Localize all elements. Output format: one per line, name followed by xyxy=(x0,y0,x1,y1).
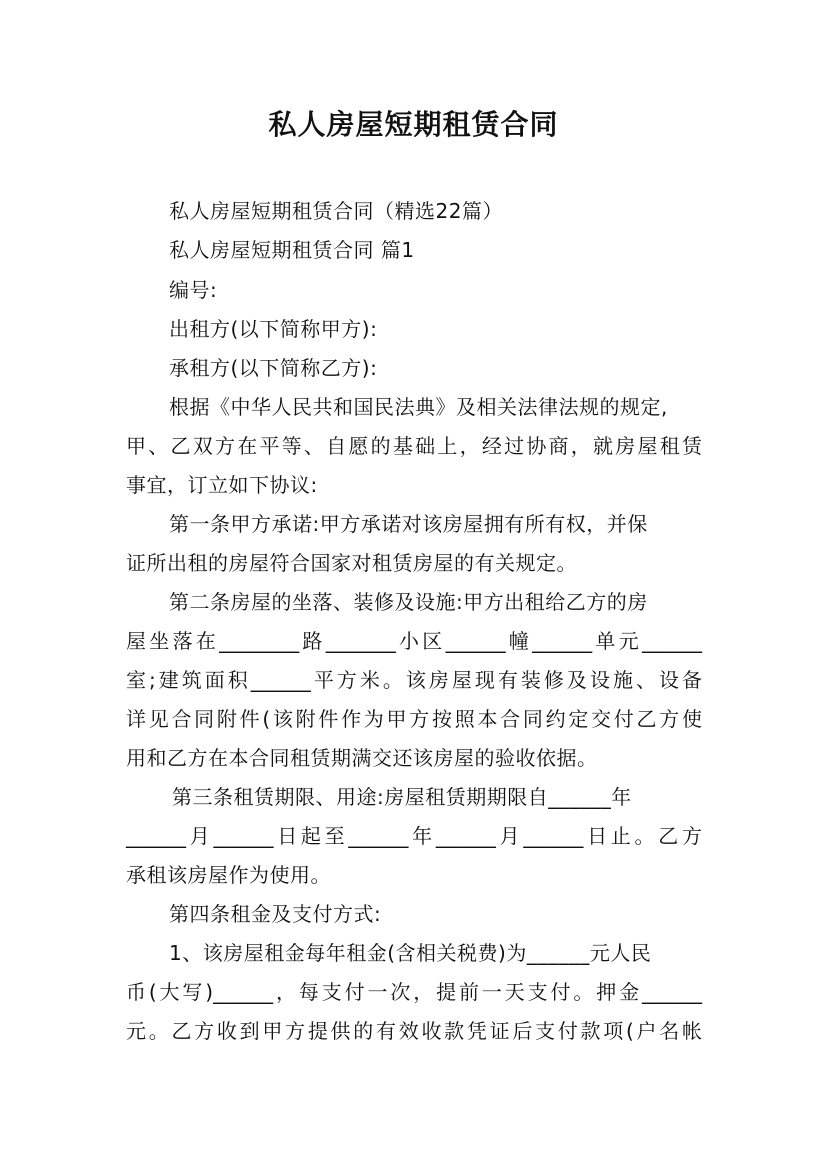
paragraph-line: 承租该房屋作为使用。 xyxy=(126,863,331,887)
paragraph-line: 事宜，订立如下协议: xyxy=(126,473,318,497)
paragraph-line: 第四条租金及支付方式: xyxy=(169,902,382,926)
paragraph-line: 详见合同附件(该附件作为甲方按照本合同约定交付乙方使 xyxy=(126,707,702,731)
lessee-label: 承租方(以下简称乙方): xyxy=(169,356,378,380)
document-title: 私人房屋短期租赁合同 xyxy=(268,108,559,141)
section-heading: 私人房屋短期租赁合同 篇1 xyxy=(169,238,415,262)
paragraph-line: 屋坐落在________路_______小区______幢______单元______ xyxy=(126,629,702,653)
paragraph-line: 第二条房屋的坐落、装修及设施:甲方出租给乙方的房 xyxy=(169,590,648,614)
paragraph-line: 用和乙方在本合同租赁期满交还该房屋的验收依据。 xyxy=(126,746,598,770)
paragraph-line: 证所出租的房屋符合国家对租赁房屋的有关规定。 xyxy=(126,551,577,575)
paragraph-line: 室;建筑面积______平方米。该房屋现有装修及设施、设备 xyxy=(126,668,702,692)
paragraph-line: 币(大写)______，每支付一次，提前一天支付。押金______ xyxy=(126,980,702,1004)
lessor-label: 出租方(以下简称甲方): xyxy=(169,317,378,341)
paragraph-line: 甲、乙双方在平等、自愿的基础上，经过协商，就房屋租赁 xyxy=(126,434,702,458)
paragraph-line: ______月______日起至______年______月______日止。乙方 xyxy=(126,824,702,848)
paragraph-line: 第一条甲方承诺:甲方承诺对该房屋拥有所有权，并保 xyxy=(169,512,648,536)
paragraph-line: 第三条租赁期限、用途:房屋租赁期期限自______年 xyxy=(172,785,632,809)
doc-subtitle: 私人房屋短期租赁合同（精选22篇） xyxy=(169,199,503,223)
paragraph-line: 根据《中华人民共和国民法典》及相关法律法规的规定, xyxy=(169,395,668,419)
contract-number-label: 编号: xyxy=(169,278,218,302)
paragraph-line: 元。乙方收到甲方提供的有效收款凭证后支付款项(户名帐 xyxy=(126,1019,702,1043)
paragraph-line: 1、该房屋租金每年租金(含相关税费)为______元人民 xyxy=(169,941,652,965)
